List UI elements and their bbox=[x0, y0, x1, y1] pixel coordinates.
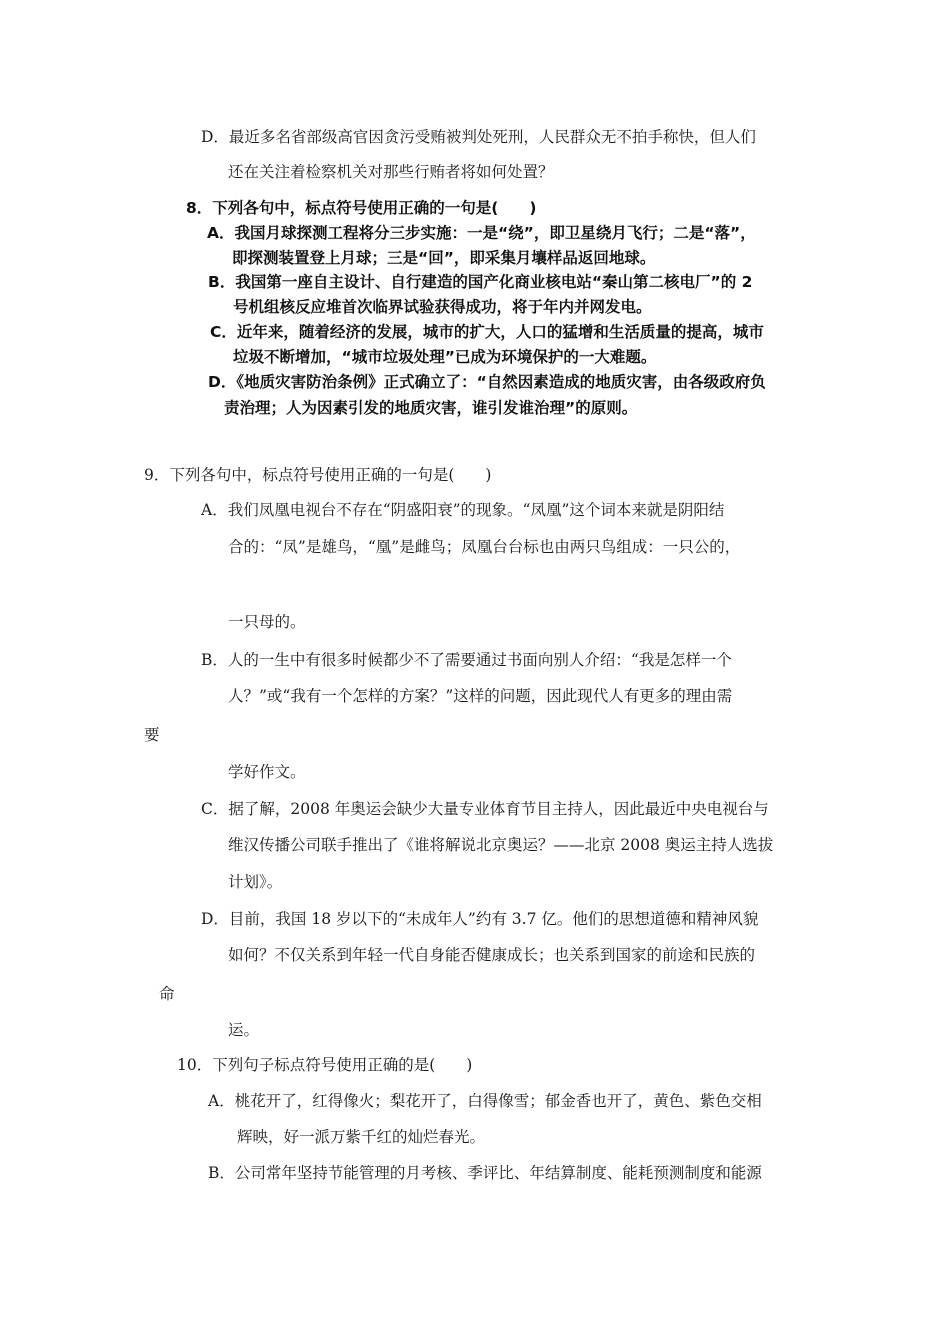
q9-option-c-line-1: C．据了解，2008 年奥运会缺少大量专业体育节目主持人，因此最近中央电视台与 bbox=[201, 800, 769, 818]
q9-option-d-line-1: D．目前，我国 18 岁以下的“未成年人”约有 3.7 亿。他们的思想道德和精神风貌 bbox=[201, 910, 759, 928]
q10-option-a-line-2: 辉映，好一派万紫千红的灿烂春光。 bbox=[237, 1128, 486, 1146]
q9-option-d-line-2: 如何？不仅关系到年轻一代自身能否健康成长；也关系到国家的前途和民族的 bbox=[228, 946, 756, 964]
q9-option-c-line-2: 维汉传播公司联手推出了《谁将解说北京奥运？——北京 2008 奥运主持人选拔 bbox=[228, 836, 774, 854]
q10-option-a-line-1: A．桃花开了，红得像火；梨花开了，白得像雪；郁金香也开了，黄色、紫色交相 bbox=[208, 1092, 762, 1110]
q8-option-d-line-1: D．《地质灾害防治条例》正式确立了：“自然因素造成的地质灾害，由各级政府负 bbox=[208, 373, 766, 391]
q10-option-b-line-1: B．公司常年坚持节能管理的月考核、季评比、年结算制度、能耗预测制度和能源 bbox=[208, 1164, 762, 1182]
q9-option-b-line-4: 学好作文。 bbox=[228, 763, 306, 781]
q8-option-b-line-2: 号机组核反应堆首次临界试验获得成功，将于年内并网发电。 bbox=[233, 298, 652, 316]
q9-option-d-line-4: 运。 bbox=[228, 1021, 260, 1039]
q7-option-d-line-2: 还在关注着检察机关对那些行贿者将如何处置？ bbox=[228, 163, 554, 181]
q7-option-d-line-1: D．最近多名省部级高官因贪污受贿被判处死刑，人民群众无不拍手称快，但人们 bbox=[201, 128, 756, 146]
q8-option-c-line-1: C．近年来，随着经济的发展，城市的扩大，人口的猛增和生活质量的提高，城市 bbox=[210, 323, 764, 341]
q8-option-a-line-2: 即探测装置登上月球；三是“回”，即采集月壤样品返回地球。 bbox=[232, 249, 656, 267]
q9-stem: 9．下列各句中，标点符号使用正确的一句是( ) bbox=[144, 466, 492, 484]
q10-stem: 10．下列句子标点符号使用正确的是( ) bbox=[177, 1056, 473, 1074]
q8-option-c-line-2: 垃圾不断增加，“城市垃圾处理”已成为环境保护的一大难题。 bbox=[233, 348, 657, 366]
q9-option-b-line-1: B．人的一生中有很多时候都少不了需要通过书面向别人介绍：“我是怎样一个 bbox=[201, 651, 732, 669]
q8-option-d-line-2: 责治理；人为因素引发的地质灾害，谁引发谁治理”的原则。 bbox=[224, 399, 638, 417]
q8-option-b-line-1: B．我国第一座自主设计、自行建造的国产化商业核电站“秦山第二核电厂”的 2 bbox=[208, 273, 753, 291]
q8-option-a-line-1: A．我国月球探测工程将分三步实施：一是“绕”，即卫星绕月飞行；二是“落”， bbox=[207, 224, 756, 242]
q9-option-a-line-3: 一只母的。 bbox=[228, 613, 306, 631]
q9-option-a-line-2: 合的：“凤”是雄鸟，“凰”是雌鸟；凤凰台台标也由两只鸟组成：一只公的， bbox=[228, 538, 741, 556]
q9-option-d-line-3: 命 bbox=[159, 985, 175, 1003]
q9-option-b-line-2: 人？”或“我有一个怎样的方案？”这样的问题，因此现代人有更多的理由需 bbox=[228, 687, 733, 705]
q9-option-c-line-3: 计划》。 bbox=[228, 873, 283, 891]
q9-option-a-line-1: A．我们凤凰电视台不存在“阴盛阳衰”的现象。“凤凰”这个词本来就是阴阳结 bbox=[201, 501, 725, 519]
q9-option-b-line-3: 要 bbox=[144, 726, 160, 744]
q8-stem: 8．下列各句中，标点符号使用正确的一句是( ) bbox=[186, 199, 537, 217]
